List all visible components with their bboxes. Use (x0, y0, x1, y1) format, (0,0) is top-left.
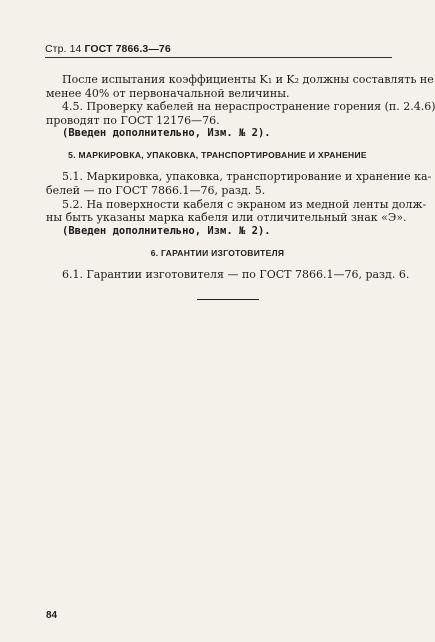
section-heading: 5. МАРКИРОВКА, УПАКОВКА, ТРАНСПОРТИРОВАНИЕ И ХРАНЕНИЕ (68, 150, 367, 160)
paragraph-line: менее 40% от первоначальной величины. (46, 87, 290, 100)
amendment-note: (Введен дополнительно, Изм. № 2). (62, 225, 271, 237)
paragraph-line: 4.5. Проверку кабелей на нераспространение горения (п. 2.4.6) (62, 100, 435, 113)
paragraph-line: 6.1. Гарантии изготовителя — по ГОСТ 7866.1—76, разд. 6. (62, 268, 410, 281)
paragraph-line: 5.2. На поверхности кабеля с экраном из медной ленты долж- (62, 198, 427, 211)
running-header (45, 43, 171, 55)
end-rule (197, 299, 259, 300)
amendment-note: (Введен дополнительно, Изм. № 2). (62, 127, 271, 139)
header-rule (45, 57, 392, 58)
paragraph-line: проводят по ГОСТ 12176—76. (46, 114, 220, 127)
paragraph-line: ны быть указаны марка кабеля или отличительный знак «Э». (46, 211, 407, 224)
page-number: 84 (46, 610, 58, 621)
header-doc-number: ГОСТ 7866.3—76 (84, 43, 171, 55)
paragraph-line: белей — по ГОСТ 7866.1—76, разд. 5. (46, 184, 266, 197)
paragraph-line: 5.1. Маркировка, упаковка, транспортирование и хранение ка- (62, 170, 432, 183)
paragraph-line: После испытания коэффициенты K₁ и K₂ должны составлять не (62, 73, 434, 86)
section-heading: 6. ГАРАНТИИ ИЗГОТОВИТЕЛЯ (150, 248, 285, 258)
header-page-label: Стр. 14 (45, 43, 82, 55)
